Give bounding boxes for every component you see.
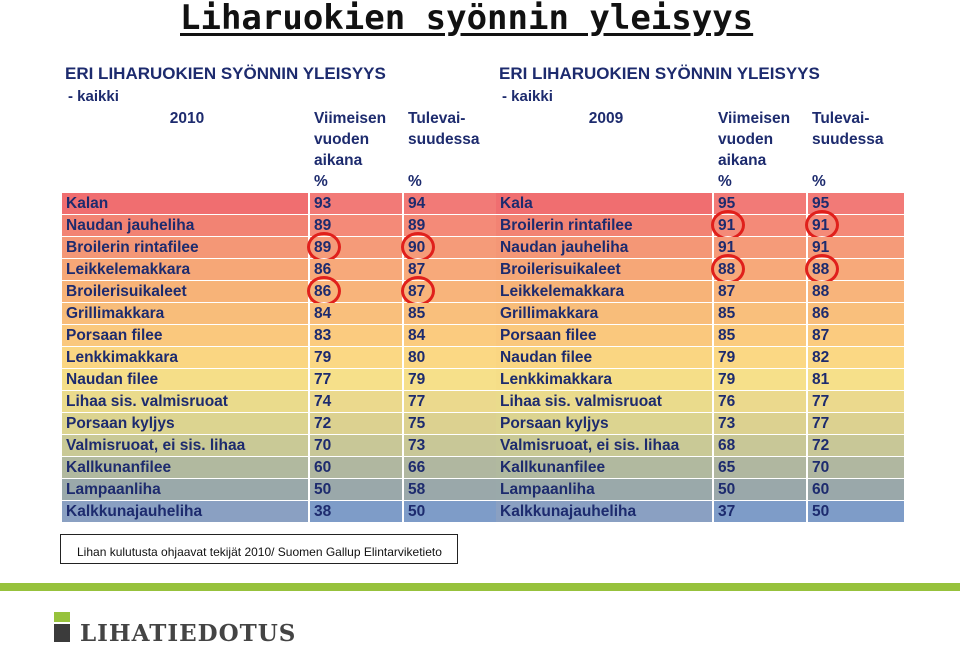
table-cell-future: 82: [808, 347, 904, 368]
table-row-label: Grillimakkara: [496, 303, 712, 324]
table-subtitle: - kaikki: [68, 88, 119, 105]
table-row-label: Broilerin rintafilee: [496, 215, 712, 236]
logo-mark-icon: [54, 612, 70, 642]
source-note: Lihan kulutusta ohjaavat tekijät 2010/ Suomen Gallup Elintarviketieto: [60, 534, 458, 564]
unit-label-past: %: [310, 171, 402, 191]
page-title: Liharuokien syönnin yleisyys: [180, 0, 754, 38]
table-row-label: Naudan jauheliha: [62, 215, 308, 236]
table-cell-past: 72: [310, 413, 402, 434]
table-cell-future: 86: [808, 303, 904, 324]
table-cell-past: 91: [714, 215, 806, 236]
table-cell-past: 74: [310, 391, 402, 412]
table-cell-past: 38: [310, 501, 402, 522]
table-cell-past: 91: [714, 237, 806, 258]
table-cell-future: 75: [404, 413, 498, 434]
table-row-label: Kala: [496, 193, 712, 214]
table-cell-future: 79: [404, 369, 498, 390]
table-cell-past: 95: [714, 193, 806, 214]
table-cell-past: 85: [714, 325, 806, 346]
table-cell-future: 50: [404, 501, 498, 522]
table-cell-past: 77: [310, 369, 402, 390]
table-cell-future: 50: [808, 501, 904, 522]
highlight-circle-past: [307, 276, 341, 306]
table-cell-future: 87: [404, 281, 498, 302]
table-cell-future: 88: [808, 259, 904, 280]
table-row-label: Valmisruoat, ei sis. lihaa: [62, 435, 308, 456]
table-row-label: Porsaan filee: [496, 325, 712, 346]
highlight-circle-future: [401, 276, 435, 306]
unit-spacer: [62, 171, 308, 191]
table-cell-past: 60: [310, 457, 402, 478]
table-row-label: Kallkunanfilee: [496, 457, 712, 478]
table-cell-future: 81: [808, 369, 904, 390]
table-row-label: Lihaa sis. valmisruoat: [496, 391, 712, 412]
table-cell-future: 58: [404, 479, 498, 500]
table-title: ERI LIHARUOKIEN SYÖNNIN YLEISYYS: [65, 64, 386, 83]
highlight-circle-past: [711, 254, 745, 284]
table-row-label: Broilerisuikaleet: [496, 259, 712, 280]
table-row-label: Lampaanliha: [62, 479, 308, 500]
table-cell-past: 79: [714, 347, 806, 368]
table-cell-future: 94: [404, 193, 498, 214]
table-row-label: Broilerisuikaleet: [62, 281, 308, 302]
table-cell-past: 79: [310, 347, 402, 368]
table-cell-past: 88: [714, 259, 806, 280]
table-row-label: Leikkelemakkara: [62, 259, 308, 280]
year-header: 2009: [496, 105, 712, 169]
table-cell-future: 85: [404, 303, 498, 324]
table-row-label: Grillimakkara: [62, 303, 308, 324]
table-cell-past: 73: [714, 413, 806, 434]
table-cell-future: 70: [808, 457, 904, 478]
table-cell-future: 89: [404, 215, 498, 236]
table-row-label: Lenkkimakkara: [62, 347, 308, 368]
column-header-past: Viimeisen vuoden aikana: [310, 105, 402, 169]
footer-divider: [0, 583, 960, 591]
table-cell-future: 95: [808, 193, 904, 214]
table-row-label: Valmisruoat, ei sis. lihaa: [496, 435, 712, 456]
table-cell-future: 80: [404, 347, 498, 368]
table-row-label: Kalkkunajauheliha: [496, 501, 712, 522]
table-cell-past: 84: [310, 303, 402, 324]
table-row-label: Porsaan kyljys: [496, 413, 712, 434]
table-cell-future: 90: [404, 237, 498, 258]
column-header-future: Tulevai- suudessa: [808, 105, 904, 169]
table-cell-past: 76: [714, 391, 806, 412]
highlight-circle-past: [711, 210, 745, 240]
column-header-future: Tulevai- suudessa: [404, 105, 498, 169]
table-cell-past: 68: [714, 435, 806, 456]
year-header: 2010: [62, 105, 308, 169]
table-row-label: Leikkelemakkara: [496, 281, 712, 302]
table-row-label: Porsaan kyljys: [62, 413, 308, 434]
highlight-circle-past: [307, 232, 341, 262]
table-cell-past: 89: [310, 215, 402, 236]
unit-label-future: %: [808, 171, 904, 191]
highlight-circle-future: [805, 210, 839, 240]
table-cell-future: 91: [808, 237, 904, 258]
comparison-tables: [62, 61, 900, 522]
table-cell-past: 50: [714, 479, 806, 500]
table-row-label: Kallkunanfilee: [62, 457, 308, 478]
table-cell-future: 73: [404, 435, 498, 456]
table-cell-future: 88: [808, 281, 904, 302]
table-row-label: Broilerin rintafilee: [62, 237, 308, 258]
highlight-circle-future: [401, 232, 435, 262]
table-cell-past: 65: [714, 457, 806, 478]
table-cell-future: 87: [808, 325, 904, 346]
table-row-label: Lenkkimakkara: [496, 369, 712, 390]
table-cell-future: 77: [808, 391, 904, 412]
table-cell-future: 87: [404, 259, 498, 280]
unit-label-past: %: [714, 171, 806, 191]
table-title: ERI LIHARUOKIEN SYÖNNIN YLEISYYS: [499, 64, 820, 83]
table-cell-future: 84: [404, 325, 498, 346]
table-row-label: Naudan filee: [62, 369, 308, 390]
table-cell-past: 85: [714, 303, 806, 324]
column-header-past: Viimeisen vuoden aikana: [714, 105, 806, 169]
logo-text: LIHATIEDOTUS: [80, 620, 297, 647]
unit-spacer: [496, 171, 712, 191]
table-cell-future: 77: [808, 413, 904, 434]
table-subtitle: - kaikki: [502, 88, 553, 105]
table-cell-future: 77: [404, 391, 498, 412]
table-cell-past: 93: [310, 193, 402, 214]
table-row-label: Kalkkunajauheliha: [62, 501, 308, 522]
table-row-label: Porsaan filee: [62, 325, 308, 346]
table-row-label: Lihaa sis. valmisruoat: [62, 391, 308, 412]
unit-label-future: %: [404, 171, 498, 191]
table-row-label: Naudan jauheliha: [496, 237, 712, 258]
table-cell-future: 72: [808, 435, 904, 456]
table-cell-past: 70: [310, 435, 402, 456]
table-row-label: Naudan filee: [496, 347, 712, 368]
table-cell-past: 83: [310, 325, 402, 346]
table-cell-past: 50: [310, 479, 402, 500]
table-cell-future: 66: [404, 457, 498, 478]
table-row-label: Kalan: [62, 193, 308, 214]
table-2009: [496, 61, 900, 522]
table-cell-past: 79: [714, 369, 806, 390]
table-cell-past: 86: [310, 281, 402, 302]
table-cell-past: 37: [714, 501, 806, 522]
table-cell-past: 86: [310, 259, 402, 280]
table-2010: [62, 61, 494, 522]
table-row-label: Lampaanliha: [496, 479, 712, 500]
highlight-circle-future: [805, 254, 839, 284]
table-cell-past: 87: [714, 281, 806, 302]
table-cell-future: 60: [808, 479, 904, 500]
table-cell-future: 91: [808, 215, 904, 236]
table-cell-past: 89: [310, 237, 402, 258]
